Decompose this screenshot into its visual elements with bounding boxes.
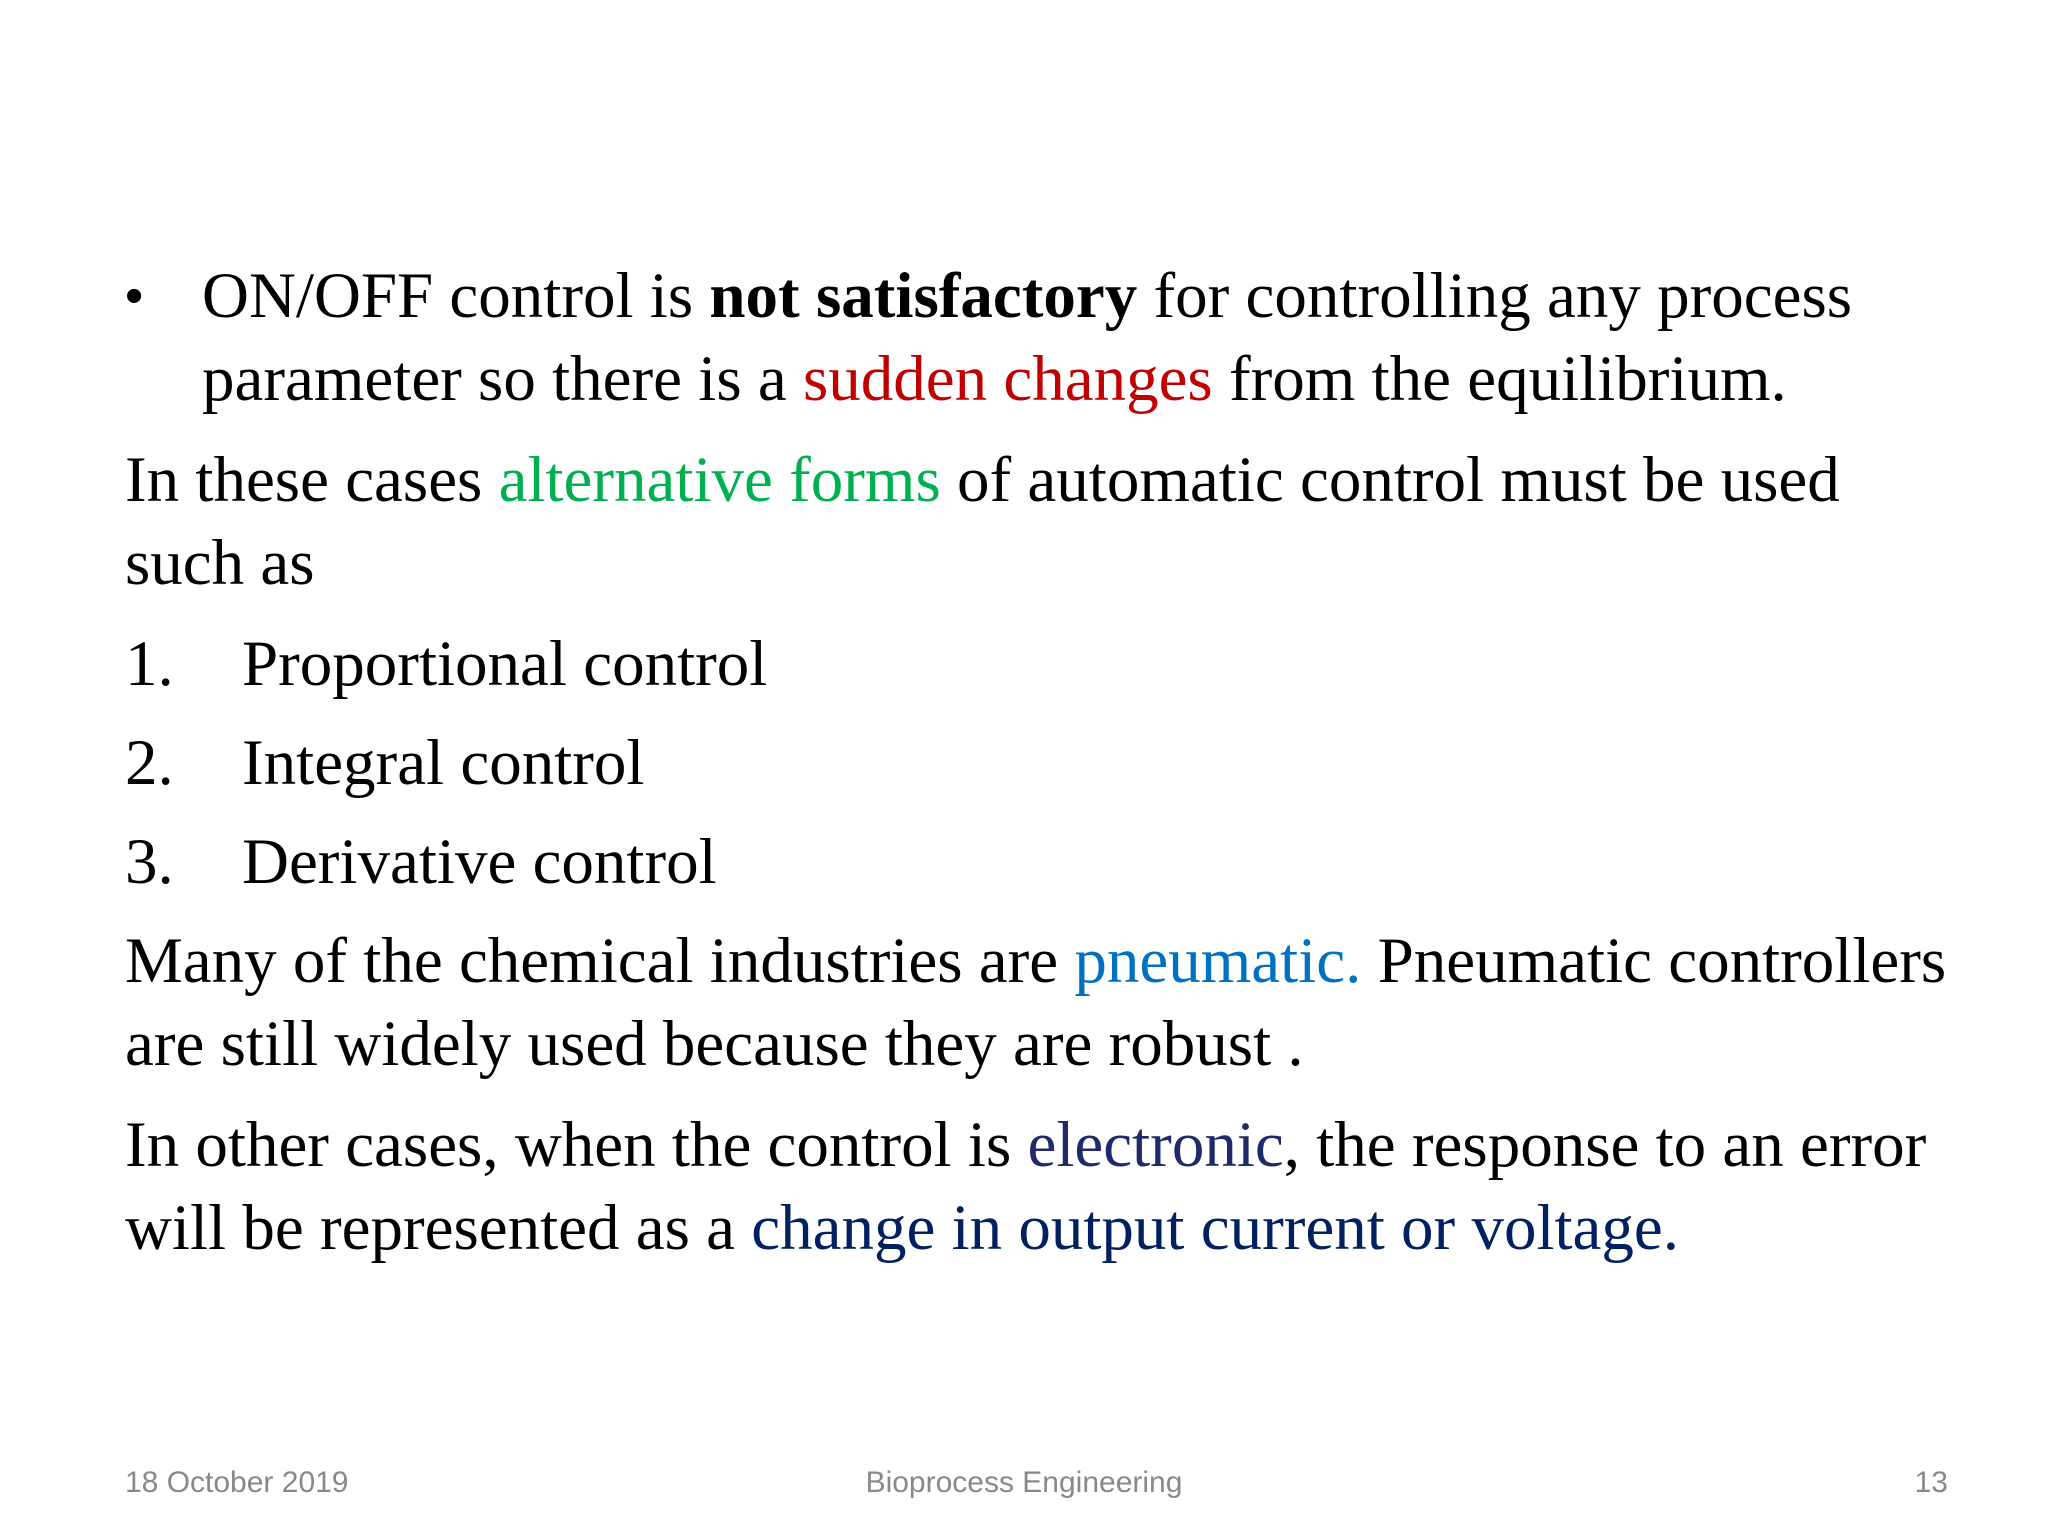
paragraph-alternative-forms [125,439,1955,605]
bullet-text-seg1: ON/OFF control is [202,260,710,332]
bullet-item [125,255,1955,421]
para2-seg3: Pneumatic controllers are still widely used because they are robust . [125,925,1947,1080]
list-item-integral [125,722,1955,805]
para3-seg1: In other cases, when the control is [125,1109,1028,1181]
footer-title: Bioprocess Engineering [865,1466,1183,1499]
list-text: Integral control [242,727,645,799]
para3-emphasis-navy: electronic [1027,1109,1284,1181]
list-number: 3. [125,826,174,898]
bullet-icon: • [125,267,144,325]
bullet-emphasis-bold: not satisfactory [709,260,1138,332]
slide-body [125,255,1955,1288]
list-text: Proportional control [242,628,768,700]
list-item-derivative [125,821,1955,904]
list-number: 2. [125,727,174,799]
bullet-text-seg3: for controlling any process parameter so there is a [202,260,1853,415]
para2-emphasis-blue: pneumatic. [1074,925,1362,997]
bullet-emphasis-red: sudden changes [802,343,1213,415]
para1-seg1: In these cases [125,444,499,516]
paragraph-electronic [125,1104,1955,1270]
para1-seg3: of automatic control must be used such as [125,444,1840,599]
footer-date: 18 October 2019 [125,1466,349,1499]
list-item-proportional [125,623,1955,706]
paragraph-pneumatic [125,920,1955,1086]
para3-seg3: , the response to an error will be represented as a [125,1109,1927,1264]
para3-emphasis-dark-navy: change in output current or voltage. [751,1192,1680,1264]
list-text: Derivative control [242,826,717,898]
para2-seg1: Many of the chemical industries are [125,925,1075,997]
list-number: 1. [125,628,174,700]
para1-emphasis-green: alternative forms [498,444,941,516]
bullet-text-seg5: from the equilibrium. [1212,343,1787,415]
footer-page-number: 13 [1914,1466,1948,1499]
bullet-text [202,255,1955,421]
